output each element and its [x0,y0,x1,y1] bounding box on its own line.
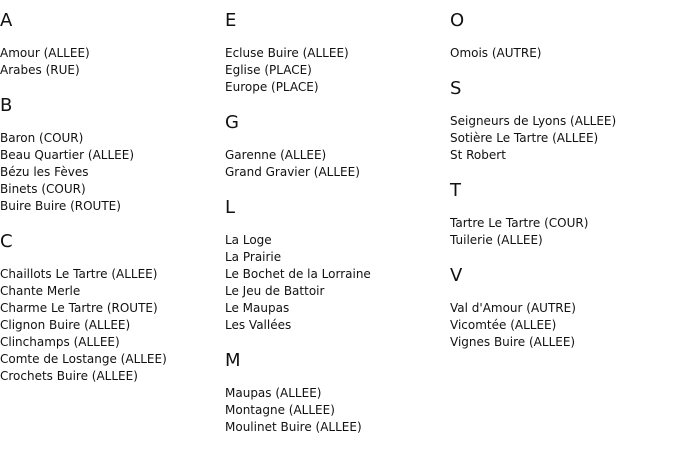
street-link[interactable]: Les Vallées [225,318,292,332]
street-link[interactable]: Charme Le Tartre (ROUTE) [0,301,158,315]
letter-heading: V [450,265,463,286]
street-link[interactable]: Clignon Buire (ALLEE) [0,318,131,332]
list-item [225,62,445,79]
street-link[interactable]: Le Bochet de la Lorraine [225,267,371,281]
list-item [225,385,445,402]
list-item [0,317,220,334]
letter-group-l [225,197,445,334]
street-list [0,130,220,215]
letter-group-g [225,112,445,181]
letter-group-m [225,350,445,436]
list-item [225,164,445,181]
list-item [0,62,220,79]
street-link[interactable]: Baron (COUR) [0,131,84,145]
letter-group-s [450,78,670,164]
street-link[interactable]: Moulinet Buire (ALLEE) [225,420,362,434]
street-link[interactable]: Clinchamps (ALLEE) [0,335,120,349]
list-item [225,283,445,300]
list-item [0,164,220,181]
list-item [225,419,445,436]
street-link[interactable]: Binets (COUR) [0,182,86,196]
list-item [0,198,220,215]
column-3 [450,10,670,367]
list-item [0,368,220,385]
street-list [0,266,220,385]
street-link[interactable]: Montagne (ALLEE) [225,403,335,417]
list-item [0,130,220,147]
list-item [450,232,670,249]
street-link[interactable]: La Loge [225,233,272,247]
street-link[interactable]: Le Jeu de Battoir [225,284,325,298]
street-list [450,215,670,249]
street-list [0,45,220,79]
letter-heading: O [450,10,465,31]
street-link[interactable]: Seigneurs de Lyons (ALLEE) [450,114,617,128]
street-link[interactable]: St Robert [450,148,506,162]
street-link[interactable]: Crochets Buire (ALLEE) [0,369,138,383]
street-link[interactable]: Sotière Le Tartre (ALLEE) [450,131,599,145]
street-list [225,385,445,436]
street-list [450,45,670,62]
street-link[interactable]: Le Maupas [225,301,290,315]
list-item [0,334,220,351]
letter-heading: S [450,78,462,99]
list-item [450,130,670,147]
letter-heading: B [0,95,13,116]
list-item [0,266,220,283]
street-link[interactable]: Garenne (ALLEE) [225,148,327,162]
street-link[interactable]: Buire Buire (ROUTE) [0,199,121,213]
street-link[interactable]: Vignes Buire (ALLEE) [450,335,576,349]
street-link[interactable]: Val d'Amour (AUTRE) [450,301,576,315]
column-1 [0,10,220,401]
list-item [450,113,670,130]
letter-group-b [0,95,220,215]
list-item [450,300,670,317]
letter-group-v [450,265,670,351]
street-link[interactable]: Chaillots Le Tartre (ALLEE) [0,267,158,281]
street-link[interactable]: Maupas (ALLEE) [225,386,322,400]
street-link[interactable]: Grand Gravier (ALLEE) [225,165,360,179]
list-item [450,147,670,164]
street-link[interactable]: Europe (PLACE) [225,80,319,94]
street-link[interactable]: Tuilerie (ALLEE) [450,233,543,247]
letter-group-c [0,231,220,385]
letter-heading: L [225,197,236,218]
list-item [0,351,220,368]
column-2 [225,10,445,452]
letter-group-e [225,10,445,96]
street-list [225,45,445,96]
letter-group-a [0,10,220,79]
list-item [450,215,670,232]
street-link[interactable]: Amour (ALLEE) [0,46,90,60]
list-item [0,147,220,164]
list-item [450,334,670,351]
street-link[interactable]: Eglise (PLACE) [225,63,312,77]
list-item [225,147,445,164]
list-item [0,181,220,198]
street-link[interactable]: Vicomtée (ALLEE) [450,318,557,332]
street-link[interactable]: Arabes (RUE) [0,63,80,77]
list-item [225,317,445,334]
street-link[interactable]: Tartre Le Tartre (COUR) [450,216,589,230]
street-link[interactable]: Ecluse Buire (ALLEE) [225,46,349,60]
list-item [225,249,445,266]
street-link[interactable]: Beau Quartier (ALLEE) [0,148,135,162]
letter-heading: G [225,112,239,133]
list-item [225,266,445,283]
letter-heading: A [0,10,13,31]
list-item [225,402,445,419]
list-item [0,300,220,317]
list-item [450,317,670,334]
letter-group-o [450,10,670,62]
list-item [225,232,445,249]
street-link[interactable]: Bézu les Fèves [0,165,89,179]
street-link[interactable]: Omois (AUTRE) [450,46,542,60]
street-list [225,147,445,181]
list-item [0,283,220,300]
list-item [225,79,445,96]
list-item [450,45,670,62]
letter-group-t [450,180,670,249]
street-link[interactable]: Chante Merle [0,284,81,298]
letter-heading: C [0,231,13,252]
list-item [225,45,445,62]
street-link[interactable]: Comte de Lostange (ALLEE) [0,352,167,366]
list-item [225,300,445,317]
street-link[interactable]: La Prairie [225,250,282,264]
list-item [0,45,220,62]
letter-heading: T [450,180,461,201]
street-list [450,300,670,351]
street-list [225,232,445,334]
letter-heading: M [225,350,241,371]
letter-heading: E [225,10,237,31]
street-list [450,113,670,164]
